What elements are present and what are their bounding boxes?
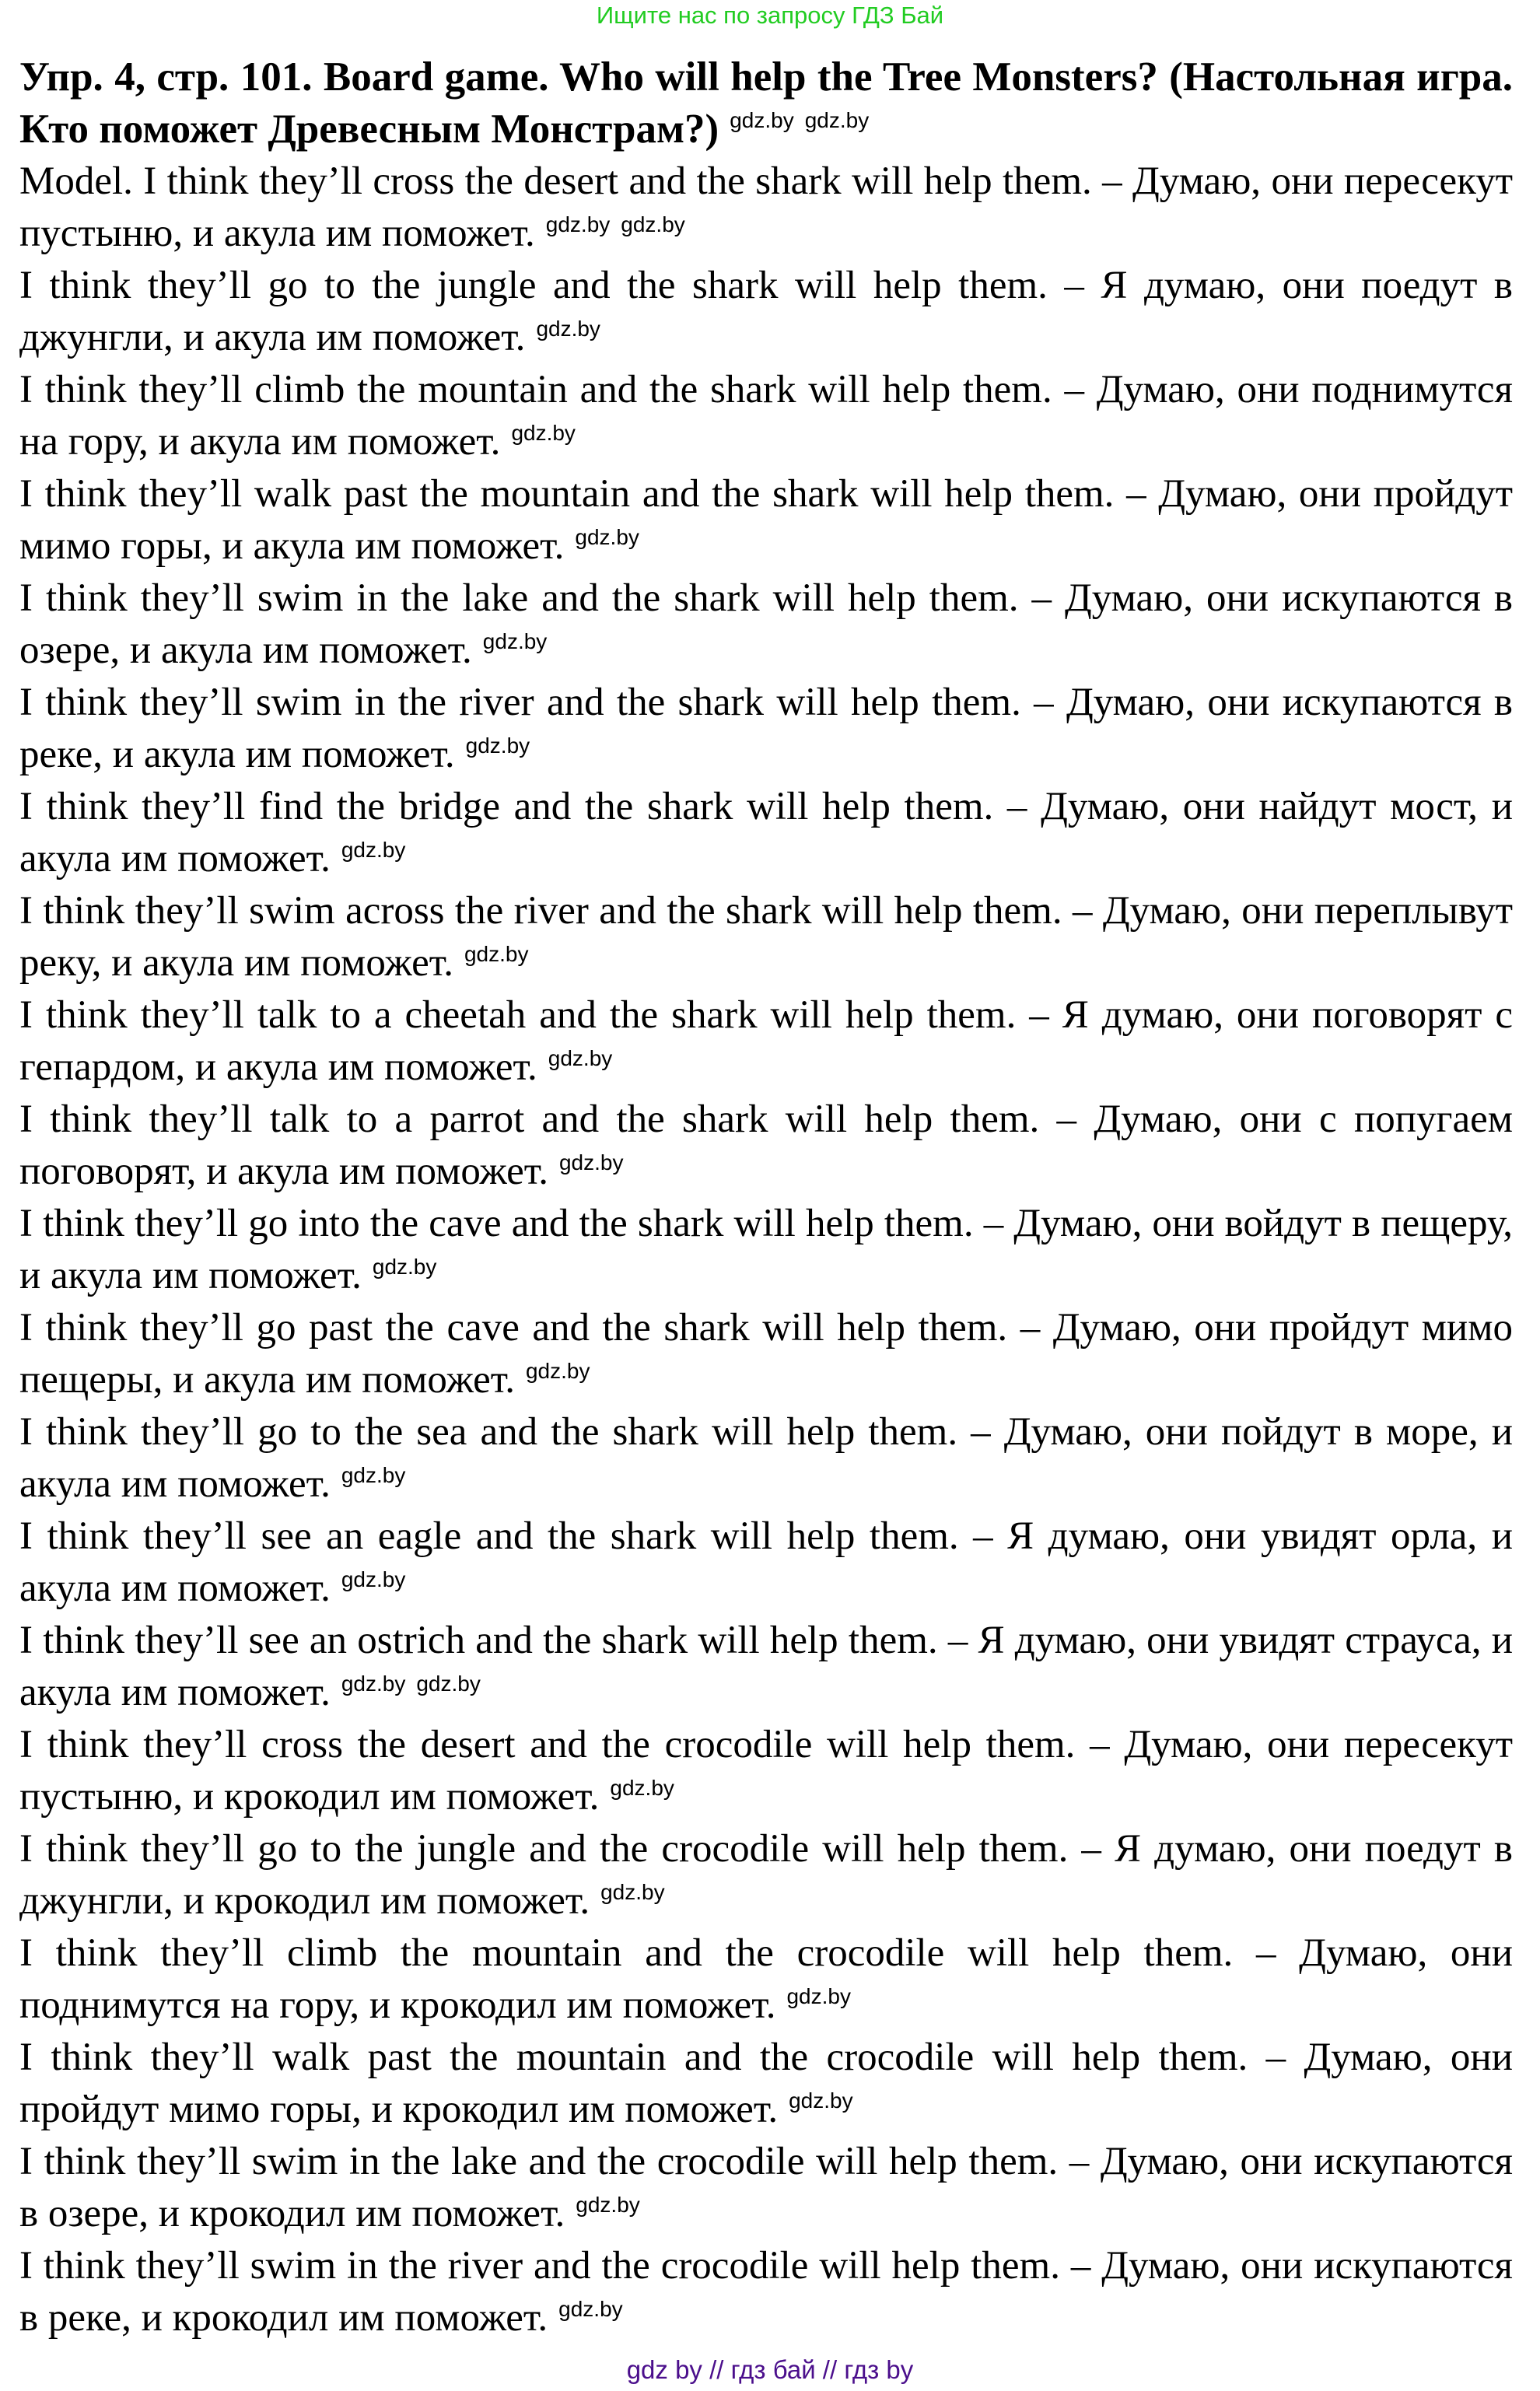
- answer-paragraph: [19, 468, 1513, 572]
- answer-paragraph: [19, 885, 1513, 989]
- watermark-text: gdz.by: [511, 421, 576, 445]
- answer-paragraph: [19, 1927, 1513, 2032]
- answer-paragraph: [19, 1094, 1513, 1198]
- answer-text: Model. I think they’ll cross the desert and the shark will help them. – Думаю, они пересекут пустыню, и акула им поможет.: [19, 159, 1513, 255]
- answer-text: I think they’ll talk to a parrot and the shark will help them. – Думаю, они с попугаем поговорят, и акула им поможет.: [19, 1097, 1513, 1193]
- answer-paragraph: [19, 1406, 1513, 1511]
- answer-paragraph: [19, 677, 1513, 781]
- watermark-text: gdz.by: [558, 1150, 624, 1174]
- answer-paragraph: [19, 1302, 1513, 1406]
- answer-paragraph: [19, 156, 1513, 260]
- answer-text: I think they’ll go into the cave and the shark will help them. – Думаю, они войдут в пещеру, и акула им поможет.: [19, 1202, 1513, 1297]
- answer-paragraph: [19, 364, 1513, 468]
- answer-paragraph: [19, 781, 1513, 885]
- watermark-text: gdz.by: [621, 212, 685, 236]
- answer-paragraph: [19, 260, 1513, 364]
- watermark-text: gdz.by: [789, 2088, 853, 2113]
- watermark-text: gdz.by: [610, 1776, 674, 1800]
- answer-paragraph: [19, 2136, 1513, 2240]
- watermark-text: gdz.by: [804, 108, 870, 133]
- watermark-text: gdz.by: [525, 1359, 590, 1383]
- answer-text: I think they’ll see an eagle and the shark will help them. – Я думаю, они увидят орла, и акула им поможет.: [19, 1514, 1513, 1610]
- answer-text: I think they’ll climb the mountain and the shark will help them. – Думаю, они поднимутся на гору, и акула им поможет.: [19, 368, 1513, 464]
- answer-paragraph: [19, 1198, 1513, 1302]
- answer-text: I think they’ll see an ostrich and the shark will help them. – Я думаю, они увидят страуса, и акула им поможет.: [19, 1619, 1513, 1714]
- answer-text: I think they’ll swim in the lake and the shark will help them. – Думаю, они искупаются в озере, и акула им поможет.: [19, 576, 1513, 672]
- answer-text: I think they’ll swim in the river and the crocodile will help them. – Думаю, они искупаются в реке, и крокодил им поможет.: [19, 2244, 1513, 2340]
- answer-text: I think they’ll cross the desert and the crocodile will help them. – Думаю, они пересекут пустыню, и крокодил им поможет.: [19, 1723, 1513, 1819]
- answer-text: I think they’ll go to the jungle and the shark will help them. – Я думаю, они поедут в джунгли, и акула им поможет.: [19, 264, 1513, 359]
- answer-paragraph: [19, 989, 1513, 1094]
- watermark-text: gdz.by: [545, 212, 611, 236]
- exercise-title-text: Упр. 4, стр. 101. Board game. Who will help the Tree Monsters? (Настольная игра. Кто поможет Древесным Монстрам?): [19, 54, 1513, 152]
- watermark-text: gdz.by: [536, 317, 600, 341]
- answer-paragraph: [19, 1615, 1513, 1719]
- watermark-text: gdz.by: [416, 1672, 481, 1696]
- answer-paragraph: [19, 572, 1513, 677]
- answer-text: I think they’ll climb the mountain and the crocodile will help them. – Думаю, они поднимутся на гору, и крокодил им поможет.: [19, 1931, 1513, 2027]
- document-body: [19, 51, 1513, 2344]
- answer-text: I think they’ll go to the jungle and the crocodile will help them. – Я думаю, они поедут в джунгли, и крокодил им поможет.: [19, 1827, 1513, 1923]
- watermark-text: gdz.by: [372, 1255, 437, 1279]
- answer-paragraph: [19, 1719, 1513, 1823]
- watermark-text: gdz.by: [465, 733, 530, 758]
- answer-text: I think they’ll talk to a cheetah and the shark will help them. – Я думаю, они поговорят с гепардом, и акула им поможет.: [19, 993, 1513, 1089]
- answer-text: I think they’ll swim in the lake and the crocodile will help them. – Думаю, они искупаются в озере, и крокодил им поможет.: [19, 2140, 1513, 2235]
- watermark-text: gdz.by: [730, 108, 794, 133]
- answer-text: I think they’ll go to the sea and the shark will help them. – Думаю, они пойдут в море, и акула им поможет.: [19, 1410, 1513, 1506]
- answer-text: I think they’ll find the bridge and the shark will help them. – Думаю, они найдут мост, и акула им поможет.: [19, 785, 1513, 880]
- answer-text: I think they’ll swim across the river and the shark will help them. – Думаю, они переплывут реку, и акула им поможет.: [19, 889, 1513, 985]
- answer-paragraph: [19, 1823, 1513, 1927]
- watermark-text: gdz.by: [600, 1880, 665, 1904]
- answer-paragraph: [19, 1511, 1513, 1615]
- answer-text: I think they’ll walk past the mountain and the shark will help them. – Думаю, они пройдут мимо горы, и акула им поможет.: [19, 472, 1513, 568]
- watermark-text: gdz.by: [575, 525, 639, 549]
- footer-links: gdz by // гдз бай // гдз by: [626, 2355, 914, 2384]
- watermark-text: gdz.by: [341, 1567, 406, 1591]
- watermark-text: gdz.by: [786, 1984, 851, 2008]
- answer-text: I think they’ll go past the cave and the shark will help them. – Думаю, они пройдут мимо пещеры, и акула им поможет.: [19, 1306, 1513, 1402]
- watermark-text: gdz.by: [341, 1672, 406, 1696]
- watermark-text: gdz.by: [576, 2193, 640, 2217]
- answer-paragraph: [19, 2240, 1513, 2344]
- watermark-text: gdz.by: [548, 1046, 613, 1070]
- answer-text: I think they’ll swim in the river and the shark will help them. – Думаю, они искупаются в реке, и акула им поможет.: [19, 681, 1513, 776]
- search-banner: Ищите нас по запросу ГДЗ Бай: [596, 2, 944, 29]
- answer-list: [19, 156, 1513, 2344]
- answer-paragraph: [19, 2032, 1513, 2136]
- watermark-text: gdz.by: [341, 1463, 406, 1487]
- watermark-text: gdz.by: [482, 629, 548, 653]
- watermark-text: gdz.by: [464, 942, 529, 966]
- exercise-title: [19, 51, 1513, 156]
- answer-text: I think they’ll walk past the mountain and the crocodile will help them. – Думаю, они пройдут мимо горы, и крокодил им поможет.: [19, 2036, 1513, 2131]
- watermark-text: gdz.by: [558, 2297, 623, 2321]
- watermark-text: gdz.by: [341, 838, 406, 862]
